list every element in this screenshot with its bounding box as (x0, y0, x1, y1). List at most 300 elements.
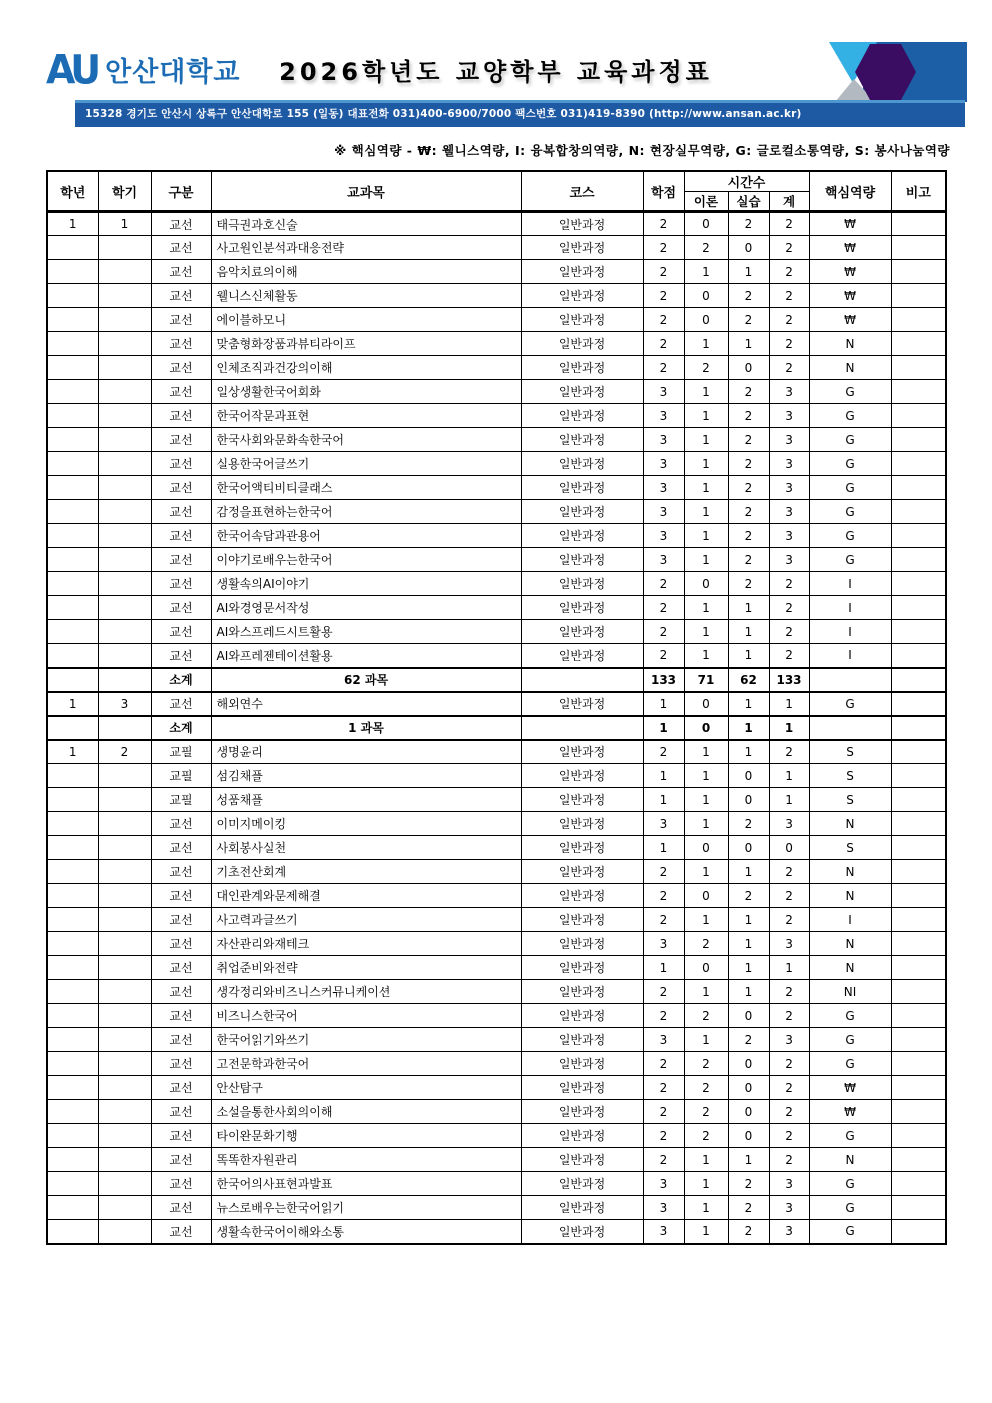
cell-remark (891, 692, 946, 716)
cell-course: 일반과정 (521, 788, 643, 812)
cell-subj: 사고력과글쓰기 (211, 908, 521, 932)
table-row (47, 1172, 946, 1196)
cell-subj: 맞춤형화장품과뷰티라이프 (211, 332, 521, 356)
cell-year (47, 548, 98, 572)
cell-cat: 교선 (151, 932, 211, 956)
cell-course: 일반과정 (521, 836, 643, 860)
cell-sem: 2 (98, 740, 151, 764)
cell-year (47, 476, 98, 500)
cell-comp: S (809, 740, 891, 764)
cell-credit: 2 (643, 1148, 684, 1172)
cell-credit: 2 (643, 1052, 684, 1076)
cell-subj: 생활속한국어이해와소통 (211, 1220, 521, 1244)
cell-total: 2 (769, 980, 809, 1004)
cell-theory: 1 (684, 788, 728, 812)
cell-credit: 2 (643, 332, 684, 356)
cell-subj: 고전문학과한국어 (211, 1052, 521, 1076)
cell-course: 일반과정 (521, 692, 643, 716)
table-row (47, 932, 946, 956)
table-row (47, 572, 946, 596)
cell-sem (98, 236, 151, 260)
table-row (47, 1196, 946, 1220)
cell-total: 2 (769, 356, 809, 380)
cell-practice: 0 (728, 1052, 769, 1076)
cell-remark (891, 428, 946, 452)
cell-course: 일반과정 (521, 1052, 643, 1076)
cell-year (47, 908, 98, 932)
cell-credit: 2 (643, 596, 684, 620)
cell-cat: 소계 (151, 716, 211, 740)
cell-practice: 0 (728, 1076, 769, 1100)
cell-total: 2 (769, 284, 809, 308)
table-row (47, 404, 946, 428)
cell-comp (809, 668, 891, 692)
table-row (47, 836, 946, 860)
cell-practice: 1 (728, 716, 769, 740)
cell-theory: 1 (684, 596, 728, 620)
cell-course: 일반과정 (521, 860, 643, 884)
cell-cat: 교선 (151, 260, 211, 284)
cell-course: 일반과정 (521, 284, 643, 308)
cell-remark (891, 452, 946, 476)
cell-total: 1 (769, 716, 809, 740)
cell-theory: 0 (684, 956, 728, 980)
cell-practice: 0 (728, 1124, 769, 1148)
cell-sem (98, 716, 151, 740)
cell-year (47, 932, 98, 956)
cell-cat: 교필 (151, 740, 211, 764)
cell-total: 2 (769, 332, 809, 356)
cell-remark (891, 620, 946, 644)
cell-sem (98, 956, 151, 980)
cell-cat: 교선 (151, 308, 211, 332)
cell-sem (98, 668, 151, 692)
cell-course: 일반과정 (521, 308, 643, 332)
cell-cat: 교선 (151, 980, 211, 1004)
cell-comp: G (809, 1124, 891, 1148)
table-row (47, 236, 946, 260)
cell-theory: 1 (684, 332, 728, 356)
cell-comp: S (809, 788, 891, 812)
cell-theory: 0 (684, 692, 728, 716)
cell-year (47, 596, 98, 620)
cell-practice: 1 (728, 908, 769, 932)
cell-practice: 0 (728, 236, 769, 260)
cell-remark (891, 500, 946, 524)
cell-remark (891, 548, 946, 572)
cell-remark (891, 668, 946, 692)
cell-subj: AI와스프레드시트활용 (211, 620, 521, 644)
cell-subj: 한국어의사표현과발표 (211, 1172, 521, 1196)
cell-credit: 2 (643, 260, 684, 284)
cell-cat: 교선 (151, 956, 211, 980)
table-row (47, 500, 946, 524)
cell-theory: 1 (684, 908, 728, 932)
cell-practice: 1 (728, 644, 769, 668)
cell-subj: 웰니스신체활동 (211, 284, 521, 308)
logo-au-mark: AU (46, 46, 98, 93)
col-header-year: 학년 (47, 171, 98, 212)
col-header-course: 코스 (521, 171, 643, 212)
cell-comp: NI (809, 980, 891, 1004)
cell-sem (98, 284, 151, 308)
cell-total: 2 (769, 884, 809, 908)
cell-comp: G (809, 404, 891, 428)
cell-theory: 2 (684, 1004, 728, 1028)
cell-remark (891, 308, 946, 332)
cell-credit: 2 (643, 644, 684, 668)
cell-total: 133 (769, 668, 809, 692)
cell-cat: 교선 (151, 1148, 211, 1172)
cell-course: 일반과정 (521, 1076, 643, 1100)
cell-remark (891, 644, 946, 668)
cell-year (47, 1196, 98, 1220)
cell-comp: N (809, 956, 891, 980)
cell-total: 1 (769, 956, 809, 980)
cell-theory: 1 (684, 1220, 728, 1244)
table-row (47, 548, 946, 572)
cell-remark (891, 1052, 946, 1076)
cell-year (47, 452, 98, 476)
cell-sem (98, 548, 151, 572)
cell-course: 일반과정 (521, 1196, 643, 1220)
cell-total: 3 (769, 548, 809, 572)
cell-cat: 교선 (151, 428, 211, 452)
col-header-semester: 학기 (98, 171, 151, 212)
cell-practice: 2 (728, 308, 769, 332)
cell-sem (98, 356, 151, 380)
cell-subj: 에이블하모니 (211, 308, 521, 332)
cell-subj: AI와프레젠테이션활용 (211, 644, 521, 668)
cell-cat: 교선 (151, 356, 211, 380)
cell-course: 일반과정 (521, 260, 643, 284)
cell-year (47, 764, 98, 788)
cell-practice: 2 (728, 380, 769, 404)
cell-credit: 3 (643, 500, 684, 524)
cell-year (47, 1172, 98, 1196)
cell-year (47, 1124, 98, 1148)
cell-total: 2 (769, 644, 809, 668)
cell-practice: 1 (728, 860, 769, 884)
cell-practice: 2 (728, 524, 769, 548)
cell-remark (891, 764, 946, 788)
cell-cat: 교선 (151, 500, 211, 524)
cell-subj: 한국어읽기와쓰기 (211, 1028, 521, 1052)
cell-course: 일반과정 (521, 236, 643, 260)
table-row (47, 620, 946, 644)
cell-course: 일반과정 (521, 524, 643, 548)
cell-cat: 교선 (151, 908, 211, 932)
cell-theory: 2 (684, 1052, 728, 1076)
cell-subj: 비즈니스한국어 (211, 1004, 521, 1028)
cell-year (47, 884, 98, 908)
cell-year (47, 1148, 98, 1172)
cell-subj: 사회봉사실천 (211, 836, 521, 860)
cell-year (47, 260, 98, 284)
cell-remark (891, 1172, 946, 1196)
cell-comp: G (809, 692, 891, 716)
cell-theory: 1 (684, 380, 728, 404)
cell-remark (891, 812, 946, 836)
cell-course: 일반과정 (521, 332, 643, 356)
cell-course: 일반과정 (521, 980, 643, 1004)
table-row (47, 212, 946, 236)
cell-total: 3 (769, 1172, 809, 1196)
cell-comp: ₩ (809, 308, 891, 332)
cell-practice: 2 (728, 548, 769, 572)
table-row (47, 692, 946, 716)
cell-sem (98, 860, 151, 884)
cell-cat: 교선 (151, 1100, 211, 1124)
cell-subj: 안산탐구 (211, 1076, 521, 1100)
cell-practice: 2 (728, 1196, 769, 1220)
table-row (47, 980, 946, 1004)
cell-cat: 교선 (151, 812, 211, 836)
cell-credit: 2 (643, 308, 684, 332)
cell-comp: G (809, 1004, 891, 1028)
table-row (47, 1028, 946, 1052)
cell-sem (98, 1124, 151, 1148)
cell-theory: 2 (684, 1100, 728, 1124)
cell-credit: 3 (643, 548, 684, 572)
cell-credit: 2 (643, 572, 684, 596)
cell-subj: 생활속의AI이야기 (211, 572, 521, 596)
cell-total: 2 (769, 620, 809, 644)
cell-practice: 1 (728, 692, 769, 716)
cell-course: 일반과정 (521, 572, 643, 596)
cell-practice: 62 (728, 668, 769, 692)
cell-course: 일반과정 (521, 764, 643, 788)
cell-sem (98, 476, 151, 500)
cell-subj: 타이완문화기행 (211, 1124, 521, 1148)
cell-credit: 1 (643, 836, 684, 860)
cell-credit: 3 (643, 1196, 684, 1220)
table-body (47, 212, 946, 1244)
table-row (47, 1148, 946, 1172)
cell-course (521, 668, 643, 692)
table-row (47, 1052, 946, 1076)
cell-remark (891, 1100, 946, 1124)
cell-remark (891, 524, 946, 548)
cell-subj: 취업준비와전략 (211, 956, 521, 980)
cell-theory: 0 (684, 572, 728, 596)
cell-subj: 뉴스로배우는한국어읽기 (211, 1196, 521, 1220)
cell-theory: 1 (684, 1172, 728, 1196)
cell-credit: 1 (643, 692, 684, 716)
cell-sem (98, 836, 151, 860)
cell-subj: 1 과목 (211, 716, 521, 740)
table-row (47, 644, 946, 668)
cell-comp: N (809, 932, 891, 956)
curriculum-table (46, 170, 947, 1245)
cell-credit: 2 (643, 236, 684, 260)
cell-comp: ₩ (809, 236, 891, 260)
cell-year (47, 620, 98, 644)
cell-practice: 1 (728, 260, 769, 284)
cell-theory: 1 (684, 476, 728, 500)
cell-year (47, 812, 98, 836)
cell-comp: I (809, 596, 891, 620)
cell-practice: 1 (728, 620, 769, 644)
cell-sem (98, 596, 151, 620)
cell-comp: G (809, 500, 891, 524)
table-row (47, 260, 946, 284)
cell-credit: 3 (643, 524, 684, 548)
cell-credit: 1 (643, 716, 684, 740)
cell-remark (891, 1148, 946, 1172)
cell-theory: 71 (684, 668, 728, 692)
cell-practice: 2 (728, 404, 769, 428)
cell-total: 3 (769, 1028, 809, 1052)
cell-theory: 1 (684, 1196, 728, 1220)
cell-course: 일반과정 (521, 476, 643, 500)
cell-year (47, 356, 98, 380)
cell-course: 일반과정 (521, 596, 643, 620)
cell-total: 2 (769, 212, 809, 236)
cell-total: 2 (769, 572, 809, 596)
cell-credit: 3 (643, 476, 684, 500)
cell-course: 일반과정 (521, 932, 643, 956)
cell-cat: 교선 (151, 236, 211, 260)
table-header (47, 171, 946, 212)
cell-course: 일반과정 (521, 908, 643, 932)
cell-comp: N (809, 884, 891, 908)
cell-course: 일반과정 (521, 452, 643, 476)
cell-theory: 2 (684, 236, 728, 260)
cell-course: 일반과정 (521, 380, 643, 404)
table-row (47, 764, 946, 788)
cell-sem (98, 260, 151, 284)
cell-theory: 1 (684, 980, 728, 1004)
cell-practice: 0 (728, 1100, 769, 1124)
table-row (47, 428, 946, 452)
cell-remark (891, 380, 946, 404)
cell-theory: 0 (684, 284, 728, 308)
cell-year (47, 836, 98, 860)
cell-theory: 2 (684, 356, 728, 380)
cell-total: 3 (769, 812, 809, 836)
cell-remark (891, 476, 946, 500)
cell-remark (891, 212, 946, 236)
cell-theory: 1 (684, 644, 728, 668)
cell-subj: 감정을표현하는한국어 (211, 500, 521, 524)
cell-comp: N (809, 1148, 891, 1172)
cell-sem (98, 1004, 151, 1028)
table-row (47, 380, 946, 404)
address-text: 15328 경기도 안산시 상록구 안산대학로 155 (일동) 대표전화 031)400-6900/7000 팩스번호 031)419-8390 (http://www.ansan.ac.kr) (85, 108, 802, 120)
table-row (47, 1124, 946, 1148)
cell-subj: 기초전산회계 (211, 860, 521, 884)
cell-sem (98, 644, 151, 668)
cell-total: 2 (769, 596, 809, 620)
cell-year (47, 572, 98, 596)
cell-course: 일반과정 (521, 428, 643, 452)
cell-sem (98, 1028, 151, 1052)
cell-theory: 1 (684, 524, 728, 548)
cell-sem (98, 1052, 151, 1076)
cell-subj: 해외연수 (211, 692, 521, 716)
cell-practice: 1 (728, 932, 769, 956)
cell-remark (891, 1124, 946, 1148)
cell-course: 일반과정 (521, 356, 643, 380)
cell-course: 일반과정 (521, 740, 643, 764)
cell-year (47, 284, 98, 308)
cell-remark (891, 356, 946, 380)
cell-sem (98, 764, 151, 788)
table-row (47, 308, 946, 332)
cell-subj: 인체조직과건강의이해 (211, 356, 521, 380)
cell-practice: 1 (728, 1148, 769, 1172)
cell-cat: 교선 (151, 332, 211, 356)
cell-practice: 2 (728, 428, 769, 452)
cell-comp: I (809, 572, 891, 596)
cell-credit: 2 (643, 740, 684, 764)
table-row (47, 1076, 946, 1100)
cell-total: 2 (769, 1100, 809, 1124)
cell-credit: 2 (643, 884, 684, 908)
cell-credit: 3 (643, 1172, 684, 1196)
cell-practice: 2 (728, 884, 769, 908)
table-row (47, 908, 946, 932)
cell-comp (809, 716, 891, 740)
cell-remark (891, 1028, 946, 1052)
cell-cat: 교필 (151, 764, 211, 788)
cell-credit: 2 (643, 1076, 684, 1100)
cell-subj: 한국사회와문화속한국어 (211, 428, 521, 452)
cell-remark (891, 716, 946, 740)
cell-practice: 0 (728, 356, 769, 380)
cell-theory: 1 (684, 620, 728, 644)
cell-year (47, 668, 98, 692)
cell-theory: 1 (684, 812, 728, 836)
cell-cat: 소계 (151, 668, 211, 692)
table-row (47, 452, 946, 476)
cell-sem (98, 788, 151, 812)
cell-credit: 2 (643, 1004, 684, 1028)
cell-remark (891, 596, 946, 620)
cell-credit: 3 (643, 1028, 684, 1052)
cell-total: 1 (769, 692, 809, 716)
cell-subj: 자산관리와재테크 (211, 932, 521, 956)
cell-comp: G (809, 380, 891, 404)
cell-theory: 1 (684, 740, 728, 764)
cell-theory: 0 (684, 716, 728, 740)
cell-remark (891, 932, 946, 956)
cell-practice: 1 (728, 956, 769, 980)
cell-course: 일반과정 (521, 212, 643, 236)
cell-credit: 2 (643, 908, 684, 932)
cell-total: 3 (769, 1220, 809, 1244)
cell-comp: G (809, 1220, 891, 1244)
cell-total: 2 (769, 1124, 809, 1148)
table-row (47, 788, 946, 812)
cell-theory: 1 (684, 404, 728, 428)
cell-credit: 2 (643, 212, 684, 236)
cell-total: 3 (769, 428, 809, 452)
cell-sem (98, 812, 151, 836)
cell-subj: 생각정리와비즈니스커뮤니케이션 (211, 980, 521, 1004)
cell-practice: 2 (728, 452, 769, 476)
cell-subj: 한국어작문과표현 (211, 404, 521, 428)
cell-practice: 1 (728, 596, 769, 620)
cell-year: 1 (47, 740, 98, 764)
cell-sem (98, 1076, 151, 1100)
cell-course: 일반과정 (521, 812, 643, 836)
col-header-category: 구분 (151, 171, 211, 212)
cell-total: 2 (769, 740, 809, 764)
cell-total: 3 (769, 404, 809, 428)
competency-legend: ※ 핵심역량 - ₩: 웰니스역량, I: 융복합창의역량, N: 현장실무역량, G: 글로컬소통역량, S: 봉사나눔역량 (334, 143, 950, 158)
